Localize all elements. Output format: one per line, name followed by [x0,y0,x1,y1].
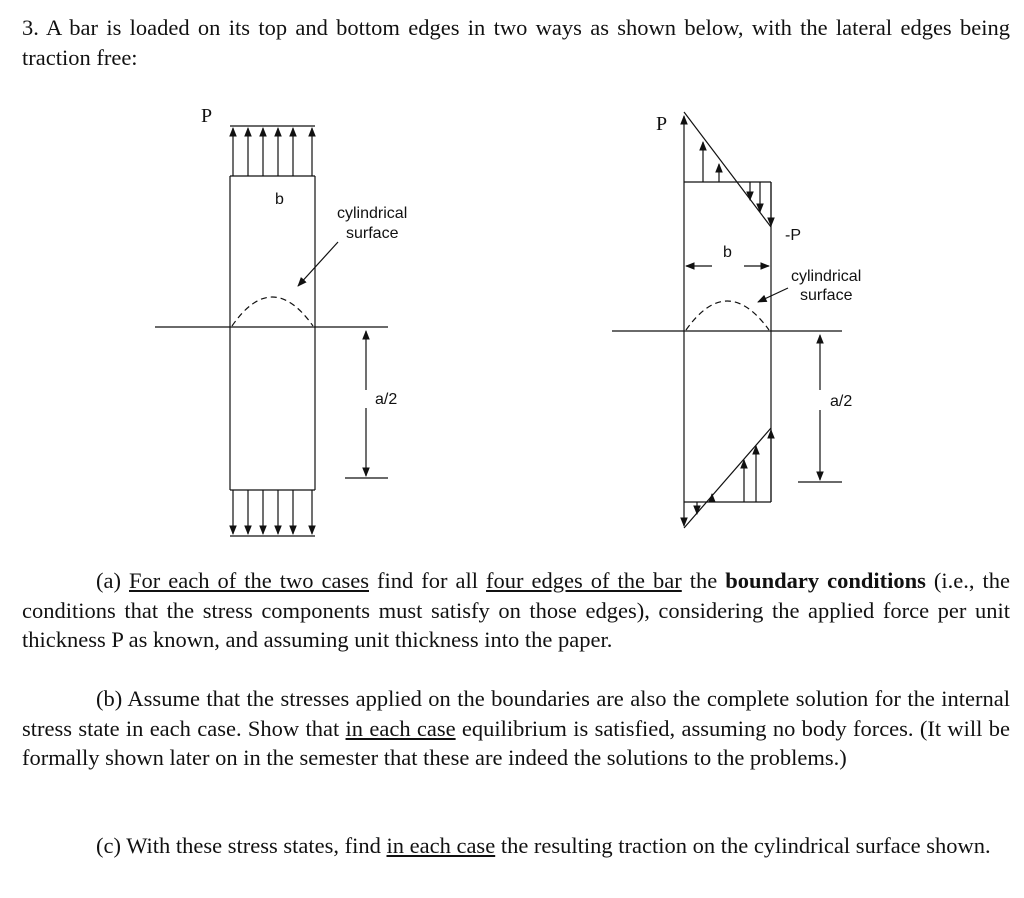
question-intro [22,13,1010,72]
part-b-text-1: (b) Assume that the stresses applied on the boundaries are also the complete solution for the internal stress state in each case. Show that [22,686,1010,741]
case2-bar [684,182,771,502]
case2-surface-label-1: cylindrical [791,268,862,285]
part-a-text-3: (i.e., the conditions that the stress components must satisfy on those edges), considering the applied force per unit thickness P as known, and assuming unit thickness into the paper. [22,568,1011,652]
case1-top-load-arrows [230,126,315,176]
part-a-text-2: the [681,568,726,593]
case2-diagram [612,112,861,528]
part-a-text-1: find for all [369,568,487,593]
case1-load-label: P [201,105,213,127]
case1-bottom-load-arrows [230,490,315,536]
case1-diagram [155,105,407,536]
part-c [22,831,1010,861]
case2-top-load-arrows [684,112,771,227]
part-b-text-2: equilibrium is satisfied, assuming no body forces. (It will be formally shown later on in the semester that these are indeed the solutions to the problems.) [22,715,1010,770]
case2-width-label: b [723,244,732,261]
part-a-underline-1: For each of the two cases [129,568,369,593]
case1-surface-label-2: surface [346,225,399,242]
case1-surface-label-1: cylindrical [337,205,408,222]
case1-surface-pointer [298,242,338,286]
case2-neg-load-label: -P [785,227,801,244]
part-a-prefix: (a) [96,568,129,593]
part-c-text-1: (c) With these stress states, find [96,833,387,858]
part-c-text-2: the resulting traction on the cylindrical surface shown. [495,833,991,858]
part-b [22,684,1010,773]
question-intro-text: A bar is loaded on its top and bottom edges in two ways as shown below, with the lateral edges being traction free: [22,15,1010,70]
case2-height-label: a/2 [830,393,853,410]
loading-figure [0,90,1024,550]
case1-height-label: a/2 [375,391,398,408]
part-b-underline-1: in each case [345,715,456,741]
question-number: 3. [22,15,39,40]
case2-surface-label-2: surface [800,287,853,304]
case2-bottom-load-arrows [684,428,771,528]
case1-width-label: b [275,191,284,208]
part-a [22,566,1010,655]
case2-load-label: P [656,113,668,135]
part-c-underline-1: in each case [386,833,496,858]
part-a-bold: boundary conditions [725,568,926,593]
part-a-underline-2: four edges of the bar [486,568,682,593]
case1-bar [230,176,315,490]
case2-surface-pointer [758,288,788,302]
